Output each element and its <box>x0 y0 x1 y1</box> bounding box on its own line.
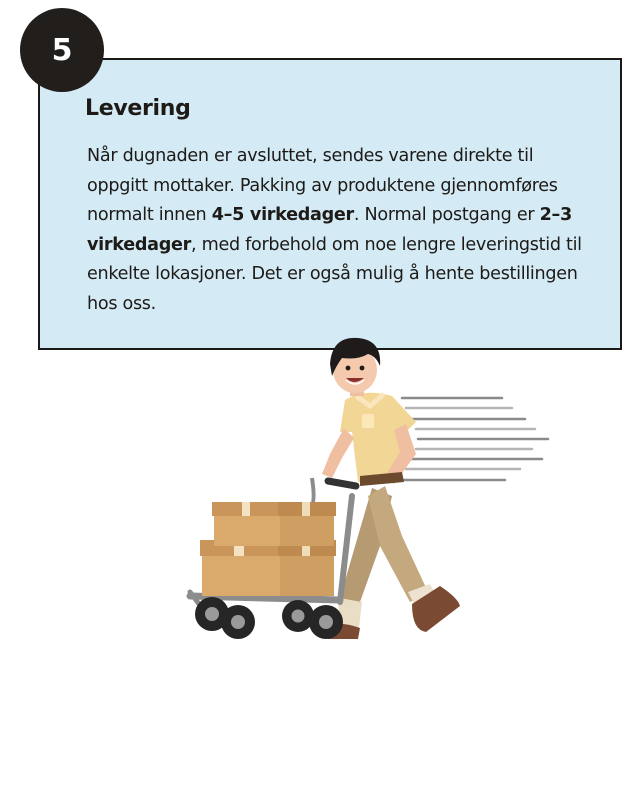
speed-lines <box>400 398 548 480</box>
delivery-description <box>87 142 597 319</box>
description-part-3: , med forbehold om noe lengre leveringstid til enkelte lokasjoner. Det er også mulig å hente bestillingen hos oss. <box>87 234 582 314</box>
step-number-badge <box>20 8 104 92</box>
section-title: Levering <box>85 96 191 121</box>
delivery-person-with-hand-truck-icon <box>180 336 560 646</box>
cardboard-boxes <box>200 502 336 596</box>
delivery-info-card <box>38 58 622 350</box>
packing-time-highlight: 4–5 virkedager <box>211 205 354 225</box>
shipping-time-highlight: 2–3 virkedager <box>87 205 572 255</box>
description-part-2: . Normal postgang er <box>353 205 540 225</box>
hand-truck-wheels <box>195 597 343 639</box>
description-part-1: Når dugnaden er avsluttet, sendes varene direkte til oppgitt mottaker. Pakking av produktene gjennomføres normalt innen <box>87 146 558 225</box>
step-number: 5 <box>51 32 73 68</box>
